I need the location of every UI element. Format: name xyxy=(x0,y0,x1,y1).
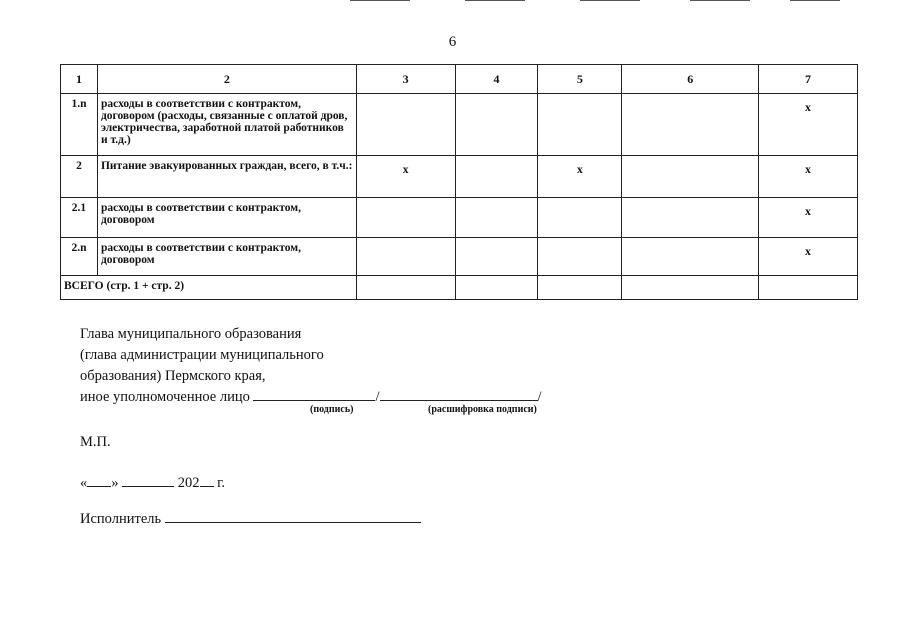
table-cell: x xyxy=(538,156,622,198)
day-field[interactable] xyxy=(87,474,111,487)
header-cell: 3 xyxy=(356,65,455,94)
table-cell xyxy=(455,94,538,156)
row-description: расходы в соответствии с контрактом, договором xyxy=(97,198,356,238)
signature-caption: (подпись) xyxy=(310,404,354,415)
header-cell: 6 xyxy=(622,65,759,94)
month-field[interactable] xyxy=(122,474,174,487)
row-description: Питание эвакуированных граждан, всего, в т.ч.: xyxy=(97,156,356,198)
top-rule-2 xyxy=(465,0,525,1)
table-row xyxy=(61,156,858,198)
authorized-person-label: иное уполномоченное лицо xyxy=(80,389,250,405)
table-cell xyxy=(622,94,759,156)
date-quote-close: » xyxy=(111,475,119,491)
table-cell xyxy=(455,238,538,276)
page-number: 6 xyxy=(448,34,457,50)
signature-field[interactable] xyxy=(253,388,375,401)
top-rule-5 xyxy=(790,0,840,1)
header-cell: 1 xyxy=(61,65,98,94)
table-cell xyxy=(455,276,538,300)
signature-line-2: (глава администрации муниципального xyxy=(80,347,324,363)
slash: / xyxy=(537,389,542,405)
table-cell xyxy=(356,276,455,300)
header-cell: 5 xyxy=(538,65,622,94)
executor-label: Исполнитель xyxy=(80,511,162,527)
row-description: расходы в соответствии с контрактом, договором (расходы, связанные с оплатой дров, электричества, заработной платой работников и т.д.) xyxy=(97,94,356,156)
row-description: расходы в соответствии с контрактом, договором xyxy=(97,238,356,276)
report-table xyxy=(60,64,858,300)
header-cell: 2 xyxy=(97,65,356,94)
table-cell: x xyxy=(759,198,858,238)
table-cell xyxy=(538,198,622,238)
table-cell xyxy=(356,94,455,156)
executor-field[interactable] xyxy=(165,510,421,523)
top-rule-3 xyxy=(580,0,640,1)
header-cell: 7 xyxy=(759,65,858,94)
signature-line-1: Глава муниципального образования xyxy=(80,326,302,342)
decode-caption: (расшифровка подписи) xyxy=(428,404,537,415)
table-cell xyxy=(622,276,759,300)
table-cell xyxy=(622,198,759,238)
table-cell: x xyxy=(759,156,858,198)
table-cell xyxy=(759,276,858,300)
year-suffix: г. xyxy=(217,475,226,491)
row-number: 1.n xyxy=(61,94,98,156)
top-rule-1 xyxy=(350,0,410,1)
slash: / xyxy=(375,389,380,405)
date-quote-open: « xyxy=(80,475,88,491)
table-cell xyxy=(622,156,759,198)
table-cell: x xyxy=(759,94,858,156)
table-cell xyxy=(538,94,622,156)
signature-line-3: образования) Пермского края, xyxy=(80,368,266,384)
table-cell xyxy=(538,238,622,276)
top-rule-4 xyxy=(690,0,750,1)
row-number: 2 xyxy=(61,156,98,198)
stamp-label: М.П. xyxy=(80,434,111,450)
year-prefix: 202 xyxy=(177,475,200,491)
table-row xyxy=(61,238,858,276)
signature-decode-field[interactable] xyxy=(380,388,538,401)
total-label: ВСЕГО (стр. 1 + стр. 2) xyxy=(61,276,357,300)
table-cell xyxy=(622,238,759,276)
table-cell: x xyxy=(759,238,858,276)
row-number: 2.n xyxy=(61,238,98,276)
header-cell: 4 xyxy=(455,65,538,94)
year-field[interactable] xyxy=(200,474,214,487)
executor-line xyxy=(80,510,421,528)
table-header-row xyxy=(61,65,858,94)
table-cell xyxy=(455,198,538,238)
row-number: 2.1 xyxy=(61,198,98,238)
table-cell xyxy=(538,276,622,300)
table-cell xyxy=(356,238,455,276)
table-cell xyxy=(356,198,455,238)
table-row xyxy=(61,94,858,156)
date-line xyxy=(80,474,225,492)
table-cell: x xyxy=(356,156,455,198)
table-row xyxy=(61,198,858,238)
table-cell xyxy=(455,156,538,198)
table-total-row xyxy=(61,276,858,300)
